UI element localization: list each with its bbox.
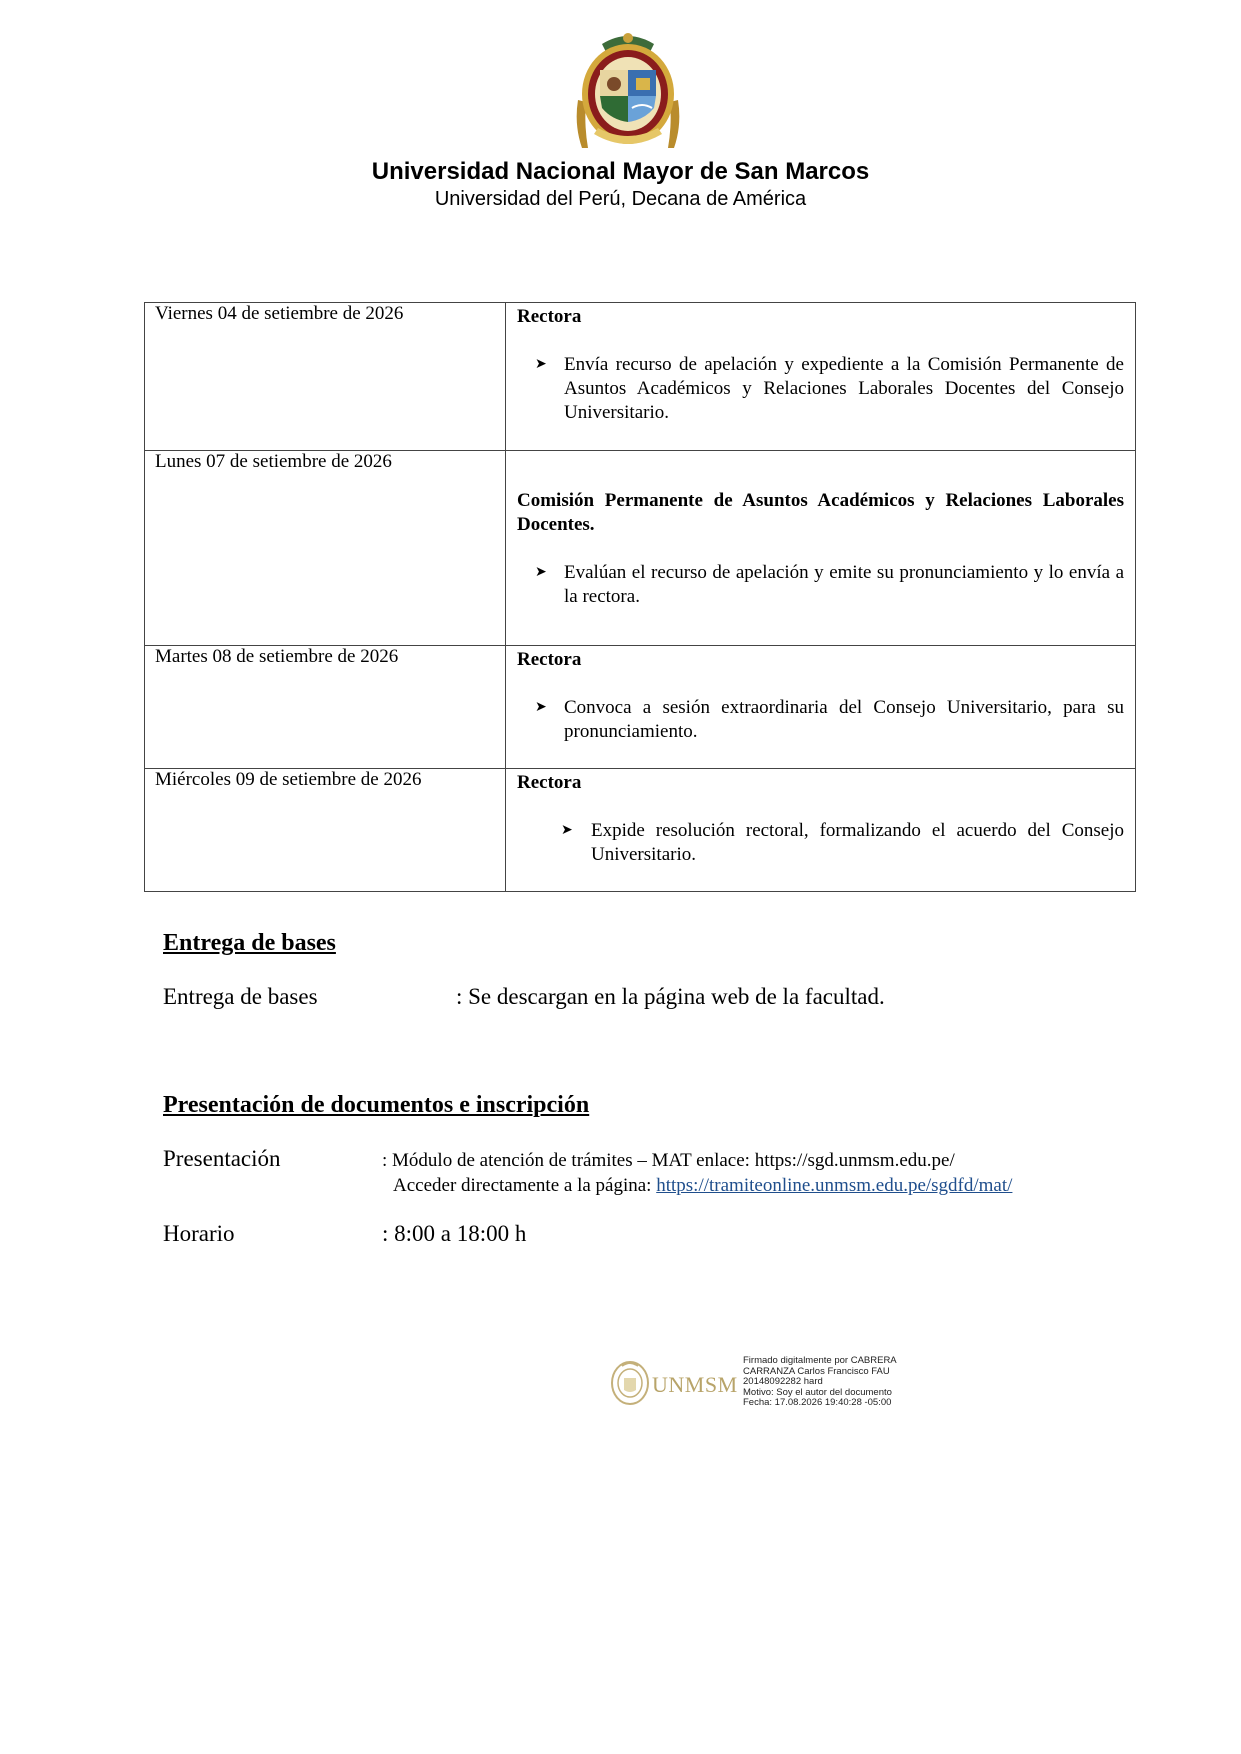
schedule-actor: Comisión Permanente de Asuntos Académicos y Relaciones Laborales Docentes.	[517, 490, 1124, 535]
signature-line: Firmado digitalmente por CABRERA	[743, 1355, 897, 1366]
schedule-date: Lunes 07 de setiembre de 2026	[145, 451, 506, 646]
university-subtitle: Universidad del Perú, Decana de América	[434, 188, 807, 210]
digital-signature-text	[743, 1356, 897, 1409]
bases-value: : Se descargan en la página web de la facultad.	[456, 984, 885, 1009]
schedule-actor: Rectora	[517, 306, 582, 327]
schedule-action: Envía recurso de apelación y expediente a la Comisión Permanente de Asuntos Académicos y Relaciones Laborales Docentes del Consejo Universitario.	[564, 354, 1124, 423]
table-row	[145, 303, 1136, 451]
presentation-value	[382, 1148, 1012, 1198]
schedule-hours-value: : 8:00 a 18:00 h	[382, 1221, 527, 1246]
signature-line: CARRANZA Carlos Francisco FAU	[743, 1365, 890, 1377]
schedule-activity	[506, 451, 1136, 646]
schedule-actor: Rectora	[517, 649, 582, 670]
presentation-line-2	[382, 1173, 1012, 1198]
signature-line: Motivo: Soy el autor del documento	[743, 1386, 892, 1398]
schedule-hours-label: Horario	[163, 1221, 235, 1246]
bases-label: Entrega de bases	[163, 984, 318, 1009]
schedule-date: Viernes 04 de setiembre de 2026	[145, 303, 506, 451]
schedule-action: Evalúan el recurso de apelación y emite su pronunciamiento y lo envía a la rectora.	[564, 562, 1124, 607]
tramite-online-link[interactable]: https://tramiteonline.unmsm.edu.pe/sgdfd/mat/	[656, 1175, 1013, 1196]
presentation-line-2-prefix: Acceder directamente a la página:	[393, 1175, 652, 1196]
schedule-date: Martes 08 de setiembre de 2026	[145, 646, 506, 769]
arrow-bullet-icon: ➤	[535, 357, 547, 372]
table-row	[145, 646, 1136, 769]
bases-heading: Entrega de bases	[163, 930, 336, 956]
signature-line: Fecha: 17.08.2026 19:40:28 -05:00	[743, 1397, 892, 1408]
schedule-action: Convoca a sesión extraordinaria del Consejo Universitario, para su pronunciamiento.	[564, 697, 1124, 742]
unmsm-signature-logo: UNMSM	[652, 1372, 738, 1397]
table-row	[145, 451, 1136, 646]
arrow-bullet-icon: ➤	[535, 565, 547, 580]
university-crest-logo	[572, 30, 684, 154]
signature-line: 20148092282 hard	[743, 1376, 823, 1387]
schedule-activity	[506, 303, 1136, 451]
schedule-action-item	[517, 353, 1124, 425]
schedule-action: Expide resolución rectoral, formalizando el acuerdo del Consejo Universitario.	[591, 820, 1124, 865]
unmsm-seal-icon	[609, 1358, 651, 1406]
presentation-label: Presentación	[163, 1146, 281, 1171]
presentation-line-1: : Módulo de atención de trámites – MAT enlace: https://sgd.unmsm.edu.pe/	[382, 1150, 955, 1171]
schedule-actor: Rectora	[517, 772, 582, 793]
university-name: Universidad Nacional Mayor de San Marcos	[371, 158, 870, 185]
presentation-heading: Presentación de documentos e inscripción	[163, 1092, 590, 1118]
schedule-table	[144, 302, 1136, 892]
schedule-activity	[506, 769, 1136, 892]
arrow-bullet-icon: ➤	[561, 823, 573, 838]
schedule-action-item	[517, 696, 1124, 744]
schedule-action-item	[517, 819, 1124, 867]
schedule-activity	[506, 646, 1136, 769]
table-row	[145, 769, 1136, 892]
schedule-action-item	[517, 561, 1124, 609]
schedule-date: Miércoles 09 de setiembre de 2026	[145, 769, 506, 892]
arrow-bullet-icon: ➤	[535, 700, 547, 715]
